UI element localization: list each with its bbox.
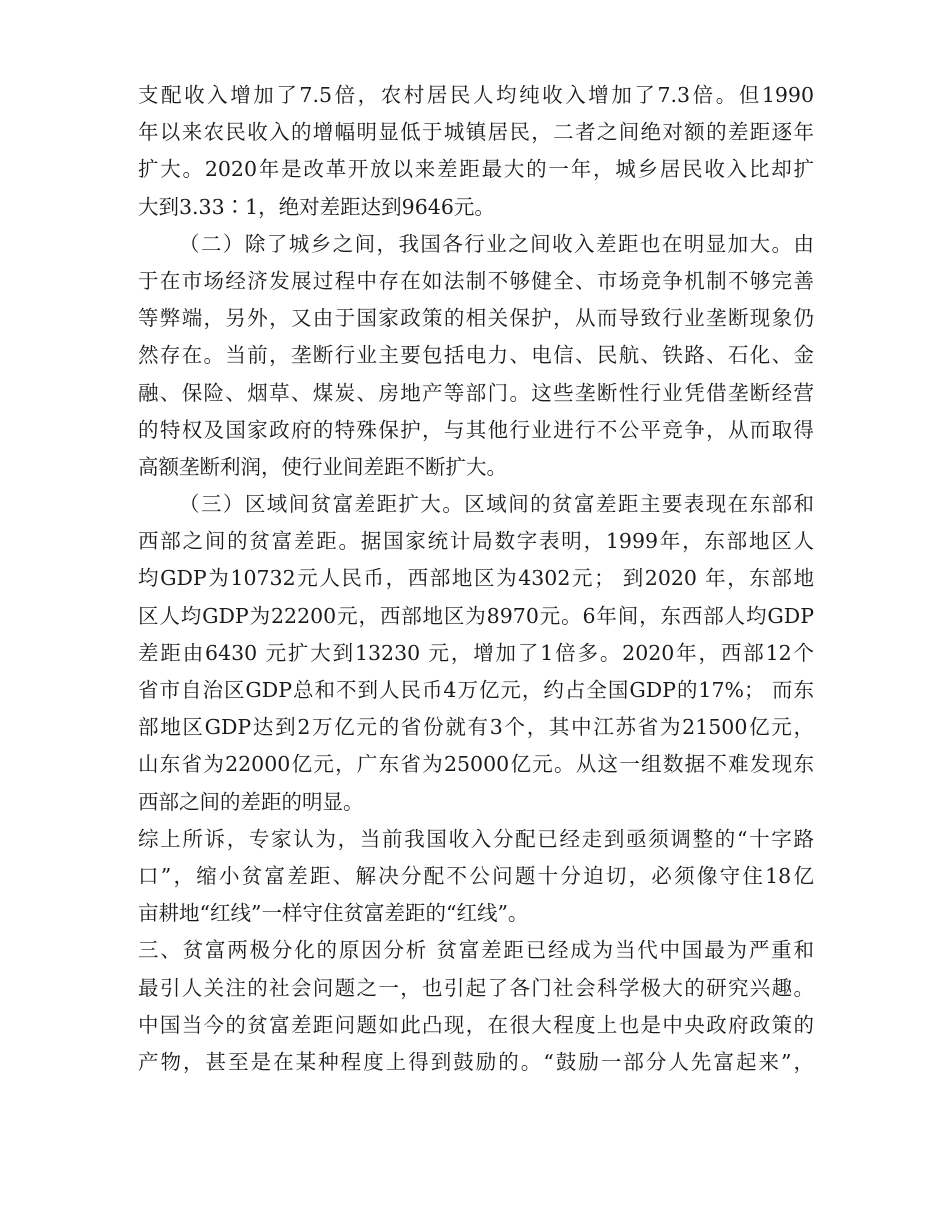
text-line: 部地区GDP达到2万亿元的省份就有3个，其中江苏省为21500亿元， — [138, 715, 814, 740]
text-line: 区人均GDP为22200元，西部地区为8970元。6年间，东西部人均GDP — [138, 603, 814, 628]
text-line: 亩耕地“红线”一样守住贫富差距的“红线”。 — [138, 901, 529, 926]
text-line: 于在市场经济发展过程中存在如法制不够健全、市场竞争机制不够完善 — [138, 268, 814, 293]
text-line: 大到3.33∶1，绝对差距达到9646元。 — [138, 194, 495, 219]
text-line: 省市自治区GDP总和不到人民币4万亿元，约占全国GDP的17%； 而东 — [138, 678, 814, 702]
text-line: 年以来农民收入的增幅明显低于城镇居民，二者之间绝对额的差距逐年 — [138, 120, 814, 145]
document-body — [138, 77, 814, 1081]
text-line: 中国当今的贫富差距问题如此凸现，在很大程度上也是中央政府政策的 — [138, 1012, 814, 1037]
text-line: 西部之间的贫富差距。据国家统计局数字表明，1999年，东部地区人 — [138, 529, 814, 554]
text-line: 然存在。当前，垄断行业主要包括电力、电信、民航、铁路、石化、金 — [138, 343, 814, 368]
text-line: 高额垄断利润，使行业间差距不断扩大。 — [138, 454, 507, 479]
text-line: 差距由6430 元扩大到13230 元，增加了1倍多。2020年，西部12个 — [138, 640, 814, 665]
text-line: 山东省为22000亿元，广东省为25000亿元。从这一组数据不难发现东 — [138, 752, 814, 777]
text-lines — [138, 77, 814, 1081]
text-line: 均GDP为10732元人民币，西部地区为4302元； 到2020 年，东部地 — [138, 566, 814, 591]
text-line: 最引人关注的社会问题之一，也引起了各门社会科学极大的研究兴趣。 — [138, 975, 814, 1000]
text-line: （二）除了城乡之间，我国各行业之间收入差距也在明显加大。由 — [179, 231, 814, 256]
text-line: （三）区域间贫富差距扩大。区域间的贫富差距主要表现在东部和 — [179, 492, 814, 517]
text-line: 西部之间的差距的明显。 — [138, 789, 364, 814]
text-line: 的特权及国家政府的特殊保护，与其他行业进行不公平竞争，从而取得 — [138, 417, 814, 442]
text-line: 支配收入增加了7.5倍，农村居民人均纯收入增加了7.3倍。但1990 — [138, 83, 814, 107]
text-line: 等弊端，另外，又由于国家政策的相关保护，从而导致行业垄断现象仍 — [138, 306, 814, 331]
text-line: 扩大。2020年是改革开放以来差距最大的一年，城乡居民收入比却扩 — [138, 157, 814, 182]
text-line: 产物，甚至是在某种程度上得到鼓励的。“鼓励一部分人先富起来”， — [138, 1049, 814, 1074]
text-line: 融、保险、烟草、煤炭、房地产等部门。这些垄断性行业凭借垄断经营 — [138, 380, 814, 405]
text-line: 综上所诉，专家认为，当前我国收入分配已经走到亟须调整的“十字路 — [138, 826, 814, 851]
text-line: 三、贫富两极分化的原因分析 贫富差距已经成为当代中国最为严重和 — [138, 938, 814, 963]
text-line: 口”，缩小贫富差距、解决分配不公问题十分迫切，必须像守住18亿 — [138, 863, 814, 888]
